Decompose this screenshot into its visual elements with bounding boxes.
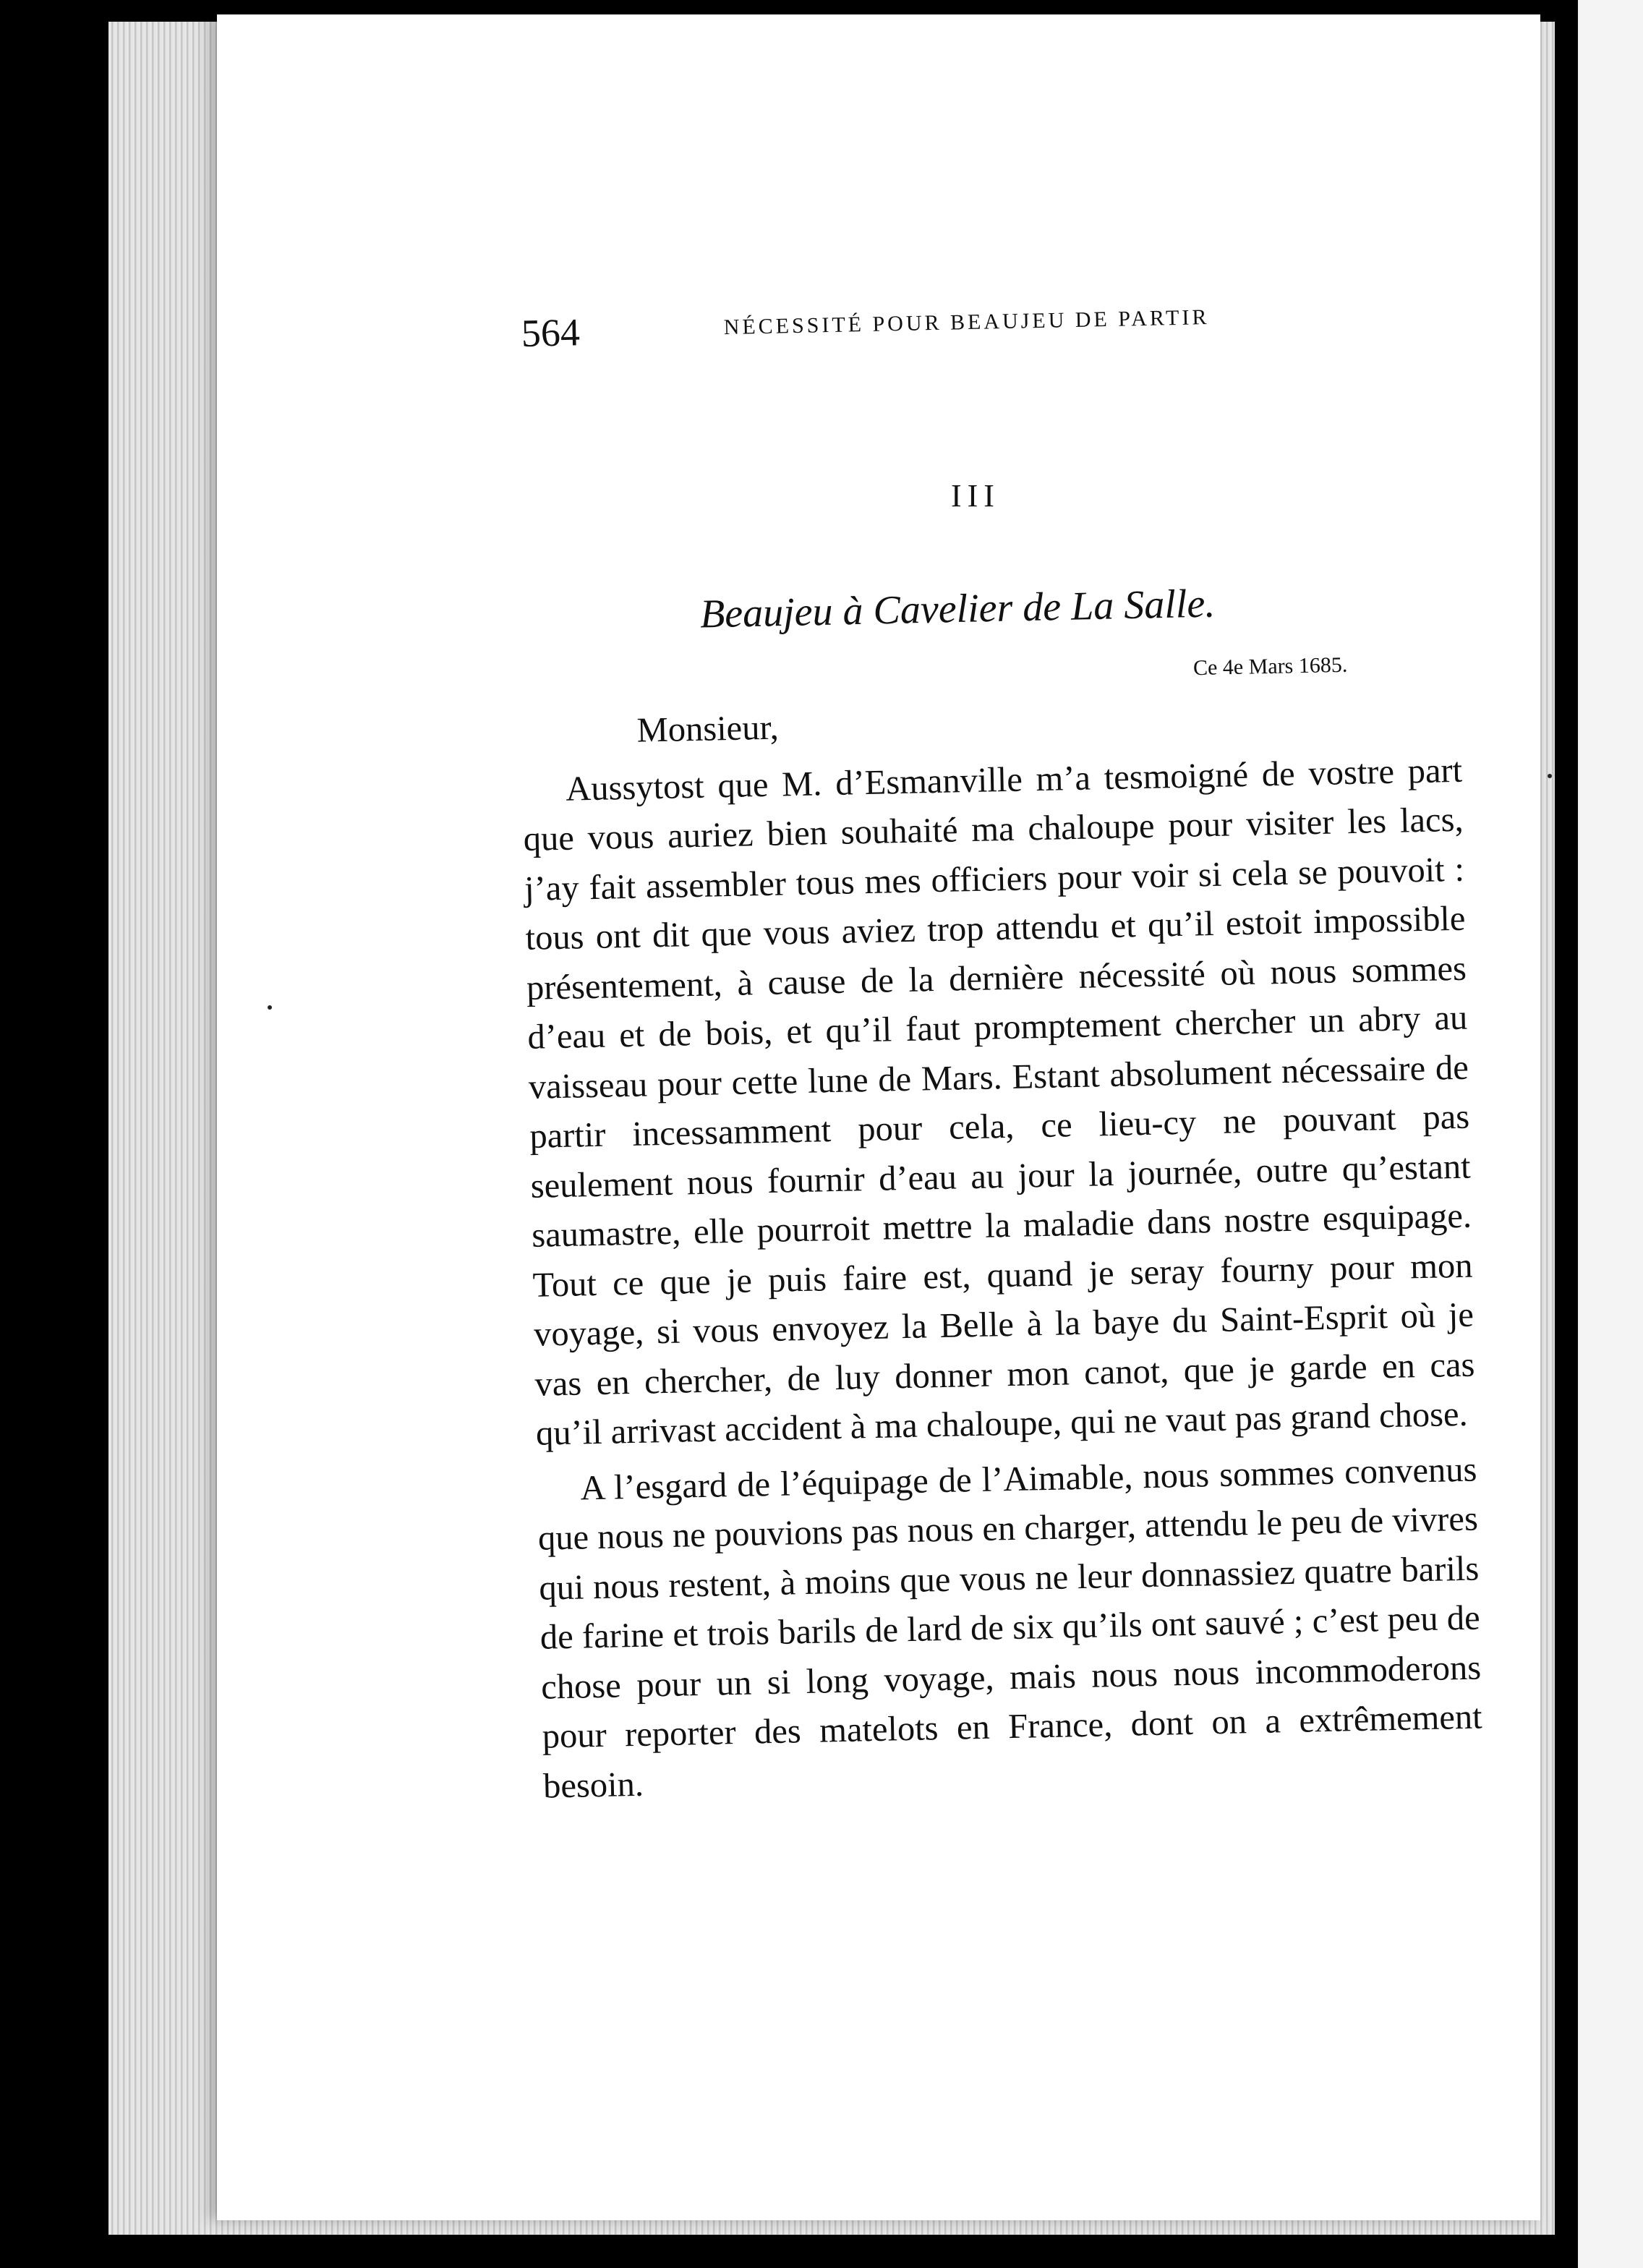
salutation: Monsieur, — [636, 708, 780, 750]
scan-margin-right — [1556, 0, 1643, 2268]
scan-speck — [268, 1005, 272, 1010]
letter-title: Beaujeu à Cavelier de La Salle. — [699, 581, 1216, 637]
letter-date: Ce 4e Mars 1685. — [1192, 652, 1348, 681]
paragraph: A l’esgard de l’équipage de l’Aimable, nous sommes convenus que nous ne pouvions pas nous en charger, attendu le peu de vivres qui nous restent, à moins que vous ne leur donnassiez quatre barils de farine et trois barils de lard de six qu’ils ont sauvé ; c’est peu de chose pour un si long voyage, mais nous nous incommoderons pour reporter des matelots en France, dont on a extrêmement besoin. — [537, 1450, 1483, 1806]
letter-body — [521, 689, 1484, 1817]
paragraph: Aussytost que M. d’Esmanville m’a tesmoigné de vostre part que vous auriez bien souhaité ma chaloupe pour visiter les lacs, j’ay fait assembler tous mes officiers pour voir si cela se pouvoit : tous ont dit que vous aviez trop attendu et qu’il estoit impossible présentement, à cause de la dernière nécessité où nous sommes d’eau et de bois, et qu’il faut promptement chercher un abry au vaisseau pour cette lune de Mars. Estant absolument nécessaire de partir incessamment pour cela, ce lieu-cy ne pouvant pas seulement nous fournir d’eau au jour la journée, outre qu’estant saumastre, elle pourroit mettre la maladie dans nostre esquipage. Tout ce que je puis faire est, quand je seray fourny pour mon voyage, si vous envoyez la Belle à la baye du Saint-Esprit où je vas en chercher, de luy donner mon canot, que je garde en cas qu’il arrivast accident à ma chaloupe, qui ne vaut pas grand chose. — [523, 751, 1475, 1453]
page-number: 564 — [521, 310, 581, 355]
running-head-title: NÉCESSITÉ POUR BEAUJEU DE PARTIR — [723, 305, 1210, 340]
facing-page-edge — [1575, 0, 1643, 2268]
scan-speck — [1548, 774, 1552, 778]
section-number: III — [951, 478, 1000, 513]
